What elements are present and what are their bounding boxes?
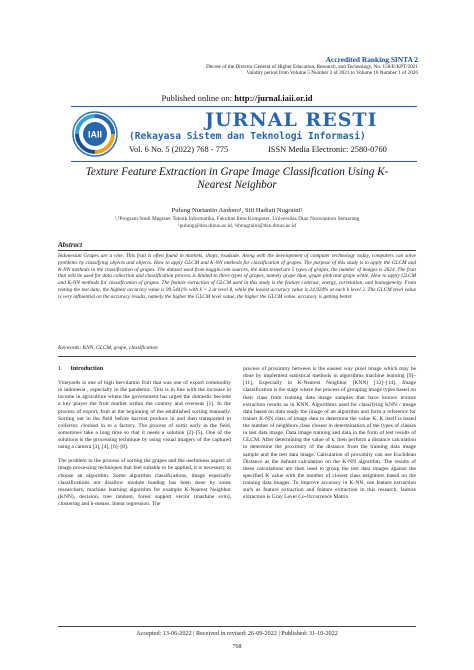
journal-volume: Vol. 6 No. 5 (2022) 768 - 775	[129, 145, 229, 154]
paragraph: The problem in the process of sorting the grapes and the usefulness aspect of image processing techniques that feel suitable to be applied, it is necessary to choose an algorithm. Some algorithm classifications, image especially classifications not disallow module loading has been done by some researchers, machine learning algorithm for example K-Nearest Neighbor (KNN), decision, tree random, forest support vector (machine svm), clustering and k-means. linear regression. The	[58, 458, 231, 507]
published-label: Published online on:	[161, 93, 235, 103]
abstract-text: Indonesian Grapes are a vine. This fruit is often found in markets, shops, roadside. Along with the development of computer technology today, computers can solve problems by classifying objects and objects. How to apply GLCM and K-NN methods for classification of grapes. The purpose of this study is to apply the GLCM and K-NN methods in the classification of grapes. The dataset used from kaggle.com sources, the data tested are 5 types of grapes, the number of images is 2624. The fruit that will be used for data collection and classification process is limited to three types of grapes, namely grape blue, grape pink and grape white. How to apply GLCM and K-NN methods for classification of grapes. The feature extraction of GLCM used in this study is the feature contrast, energy, correlation, and homogeneity. From testing the test data, the highest accuracy value is 99.5441% with k = 2 at level 8, while the lowest accuracy value is 24.924% at each k level 2. The GLCM level value is very influential on the accuracy results, namely the higher the GLCM level value, the higher the GLCM value. accuracy is getting better.	[58, 253, 416, 300]
accreditation-validity: Validity period from Volume 5 Number 2 of 2021 to Volume 10 Number 1 of 2026	[246, 70, 418, 77]
published-online	[0, 93, 474, 103]
abstract-bottom-rule	[58, 356, 416, 357]
paragraph: Vineyards is one of high bervitamin fruit that was one of export commodity in indonesia , especially in the pandemic. This is in line with the increase in income in agriculture where the government has urged the domestic become a key player the fruit market within the country and overseas [1]. In the process of export, fruit at the beginning of the established sorting manually. Sorting out in the field before harvest produce in and then transported to collector. clocked in to a factory. The process of sortir early in the field, sometimes take a long time so that it needs a solution [2]–[5]. One of the solutions is the processing technique by using visual imagery of the captured using a camera [3], [4], [6]–[8].	[58, 380, 231, 451]
footer-rule	[58, 626, 416, 627]
journal-subtitle: (Rekayasa Sistem dan Teknologi Informasi)	[129, 131, 366, 142]
keywords-label: Keywords:	[58, 345, 82, 351]
accreditation-block	[88, 55, 418, 77]
affiliation-emails: ¹pulung@dsn.dinus.ac.id, ²shnugraini@dsn.dinus.ac.id	[178, 222, 296, 229]
article-affiliations	[0, 216, 474, 229]
keywords	[58, 345, 158, 351]
page-number: 768	[232, 644, 242, 650]
abstract-heading: Abstract	[58, 241, 83, 249]
article-dates: Accepted: 13-06-2022 | Received in revised: 26-09-2022 | Published: 31-10-2022	[136, 630, 338, 637]
abstract-top-rule	[58, 250, 416, 251]
article-authors: Pulung Nurtantio Andono¹, Siti Hadiati Nugraini²	[171, 207, 303, 214]
section-number: 1.	[58, 366, 63, 372]
left-column	[58, 366, 231, 515]
logo-text: IAII	[87, 129, 103, 140]
iaii-logo	[71, 110, 119, 158]
journal-url-link[interactable]: http://jurnal.iaii.or.id	[234, 93, 313, 103]
journal-title: JURNAL RESTI	[205, 109, 378, 131]
journal-issn: ISSN Media Electronic: 2580-0760	[268, 145, 387, 154]
accreditation-title: Accredited Ranking SINTA 2	[325, 55, 418, 64]
keywords-list: KNN, GLCM, grape, classification	[82, 345, 158, 351]
article-title: Texture Feature Extraction in Grape Image Classification Using K-Nearest Neighbor	[85, 166, 389, 191]
affiliation-institution: ¹,²Program Studi Magister Teknik Informatika, Fakultas Ilmu Komputer, Universitas Dian Nuswantoro Semarang	[114, 216, 360, 222]
right-column	[243, 366, 416, 508]
journal-masthead	[71, 106, 417, 162]
section-title: Introduction	[70, 366, 104, 372]
section-heading	[58, 366, 231, 373]
accreditation-decree: Decree of the Director General of Higher Education, Research, and Technology, No. 158/E/KPT/2021	[206, 64, 418, 70]
paragraph: process of proximity between is the easiest way pixel image which may be done by implement statistical methods in algorithms machine learning [9]–[11], Especially in K-Nearest Neighbor (KNN) [12]–[14]. Image classification is the stage where the process of grouping image types based on their class from training data image samples that have known texture extraction results as in KNN. Algorithms used for classifying KNN / image data based on data ready the image of an algorithm and form a reference for trainer K-NN class of image data to determine the value K. K itself is based the number of neighbors class closest in determination of the types of classes in test data image. Data image training and data in the form of test results of GLCM. After determining the value of k, then perform a distance calculation to determine the proximity of the distance from the training data image sample and the test data image. Calculation of proximity can use Euclidean Distance as the default calculation on the K-NN algorithm. The results of these calculations are then used to group the test data images against the specified K value with the number of closest class neighbors based on the training data images. To improve accuracy in K-NN, use feature extraction such as feature extraction and feature extraction in this research, feature extraction is Gray Level Co-Occurrence Matrix	[243, 366, 416, 501]
